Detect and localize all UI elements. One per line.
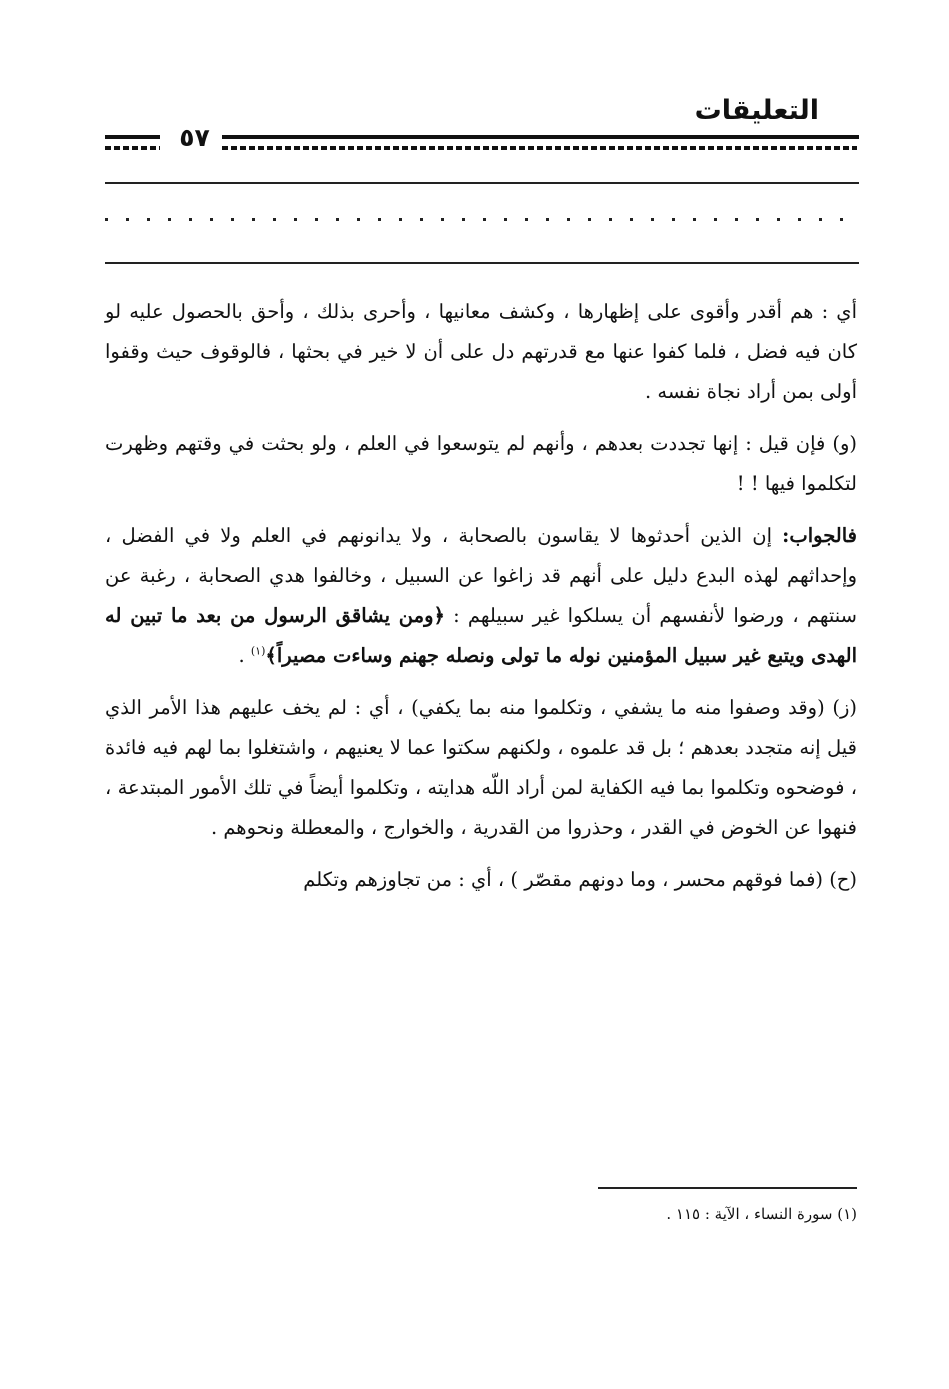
- top-divider: [105, 182, 859, 184]
- main-text: [105, 292, 857, 912]
- paragraph: (ز) (وقد وصفوا منه ما يشفي ، وتكلموا منه بما يكفي) ، أي : لم يخف عليهم هذا الأمر الذي قيل إنه متجدد بعدهم ؛ بل قد علموه ، ولكنهم سكتوا عما لا يعنيهم ، واشتغلوا بما لهم فيه فائدة ، فوضحوه وتكلموا بما فيه الكفاية لمن أراد اللّه هدايته ، وتكلموا أيضاً في تلك الأمور المبتدعة ، فنهوا عن الخوض في القدر ، وحذروا من القدرية ، والخوارج ، والمعطلة ونحوهم .: [105, 696, 857, 839]
- header-title: التعليقات: [694, 95, 819, 126]
- answer-text: إن الذين أحدثوها لا يقاسون بالصحابة ، ولا يدانونهم في العلم ولا في الفضل ، وإحداثهم لهذه البدع دليل على أنهم قد زاغوا عن السبيل ، وخالفوا هدي الصحابة ، رغبة عن سنتهم ، ورضوا لأنفسهم أن يسلكوا غير سبيلهم :: [105, 524, 857, 627]
- header-dashed-rule-short: [105, 146, 160, 150]
- quran-verse: ﴿ومن يشاقق الرسول من بعد ما تبين له الهدى ويتبع غير سبيل المؤمنين نوله ما تولى ونصله جهنم وساءت مصيراً﴾: [105, 604, 857, 667]
- header-rule: [222, 135, 859, 139]
- paragraph: (و) فإن قيل : إنها تجددت بعدهم ، وأنهم لم يتوسعوا في العلم ، ولو بحثت في وقتهم وظهرت لتكلموا فيها ! !: [105, 432, 857, 495]
- paragraph: (ح) (فما فوقهم محسر ، وما دونهم مقصّر ) ، أي : من تجاوزهم وتكلم: [303, 868, 857, 891]
- footnote-separator: [598, 1187, 857, 1189]
- dotted-separator: [105, 218, 859, 221]
- paragraph: [105, 516, 857, 676]
- paragraph-tail: .: [238, 644, 251, 667]
- bottom-divider: [105, 262, 859, 264]
- footnote-reference[interactable]: (١): [250, 644, 266, 658]
- page-number: ٥٧: [179, 123, 210, 152]
- footnote: (١) سورة النساء ، الآية : ١١٥ .: [666, 1205, 857, 1223]
- header-rule-short: [105, 135, 160, 139]
- paragraph: أي : هم أقدر وأقوى على إظهارها ، وكشف معانيها ، وأحرى بذلك ، وأحق بالحصول عليه لو كان فيه فضل ، فلما كفوا عنها مع قدرتهم دل على أن لا خير في بحثها ، فالوقوف حيث وقفوا أولى بمن أراد نجاة نفسه .: [105, 300, 857, 403]
- header-dashed-rule: [222, 146, 857, 150]
- answer-label: فالجواب:: [782, 524, 857, 547]
